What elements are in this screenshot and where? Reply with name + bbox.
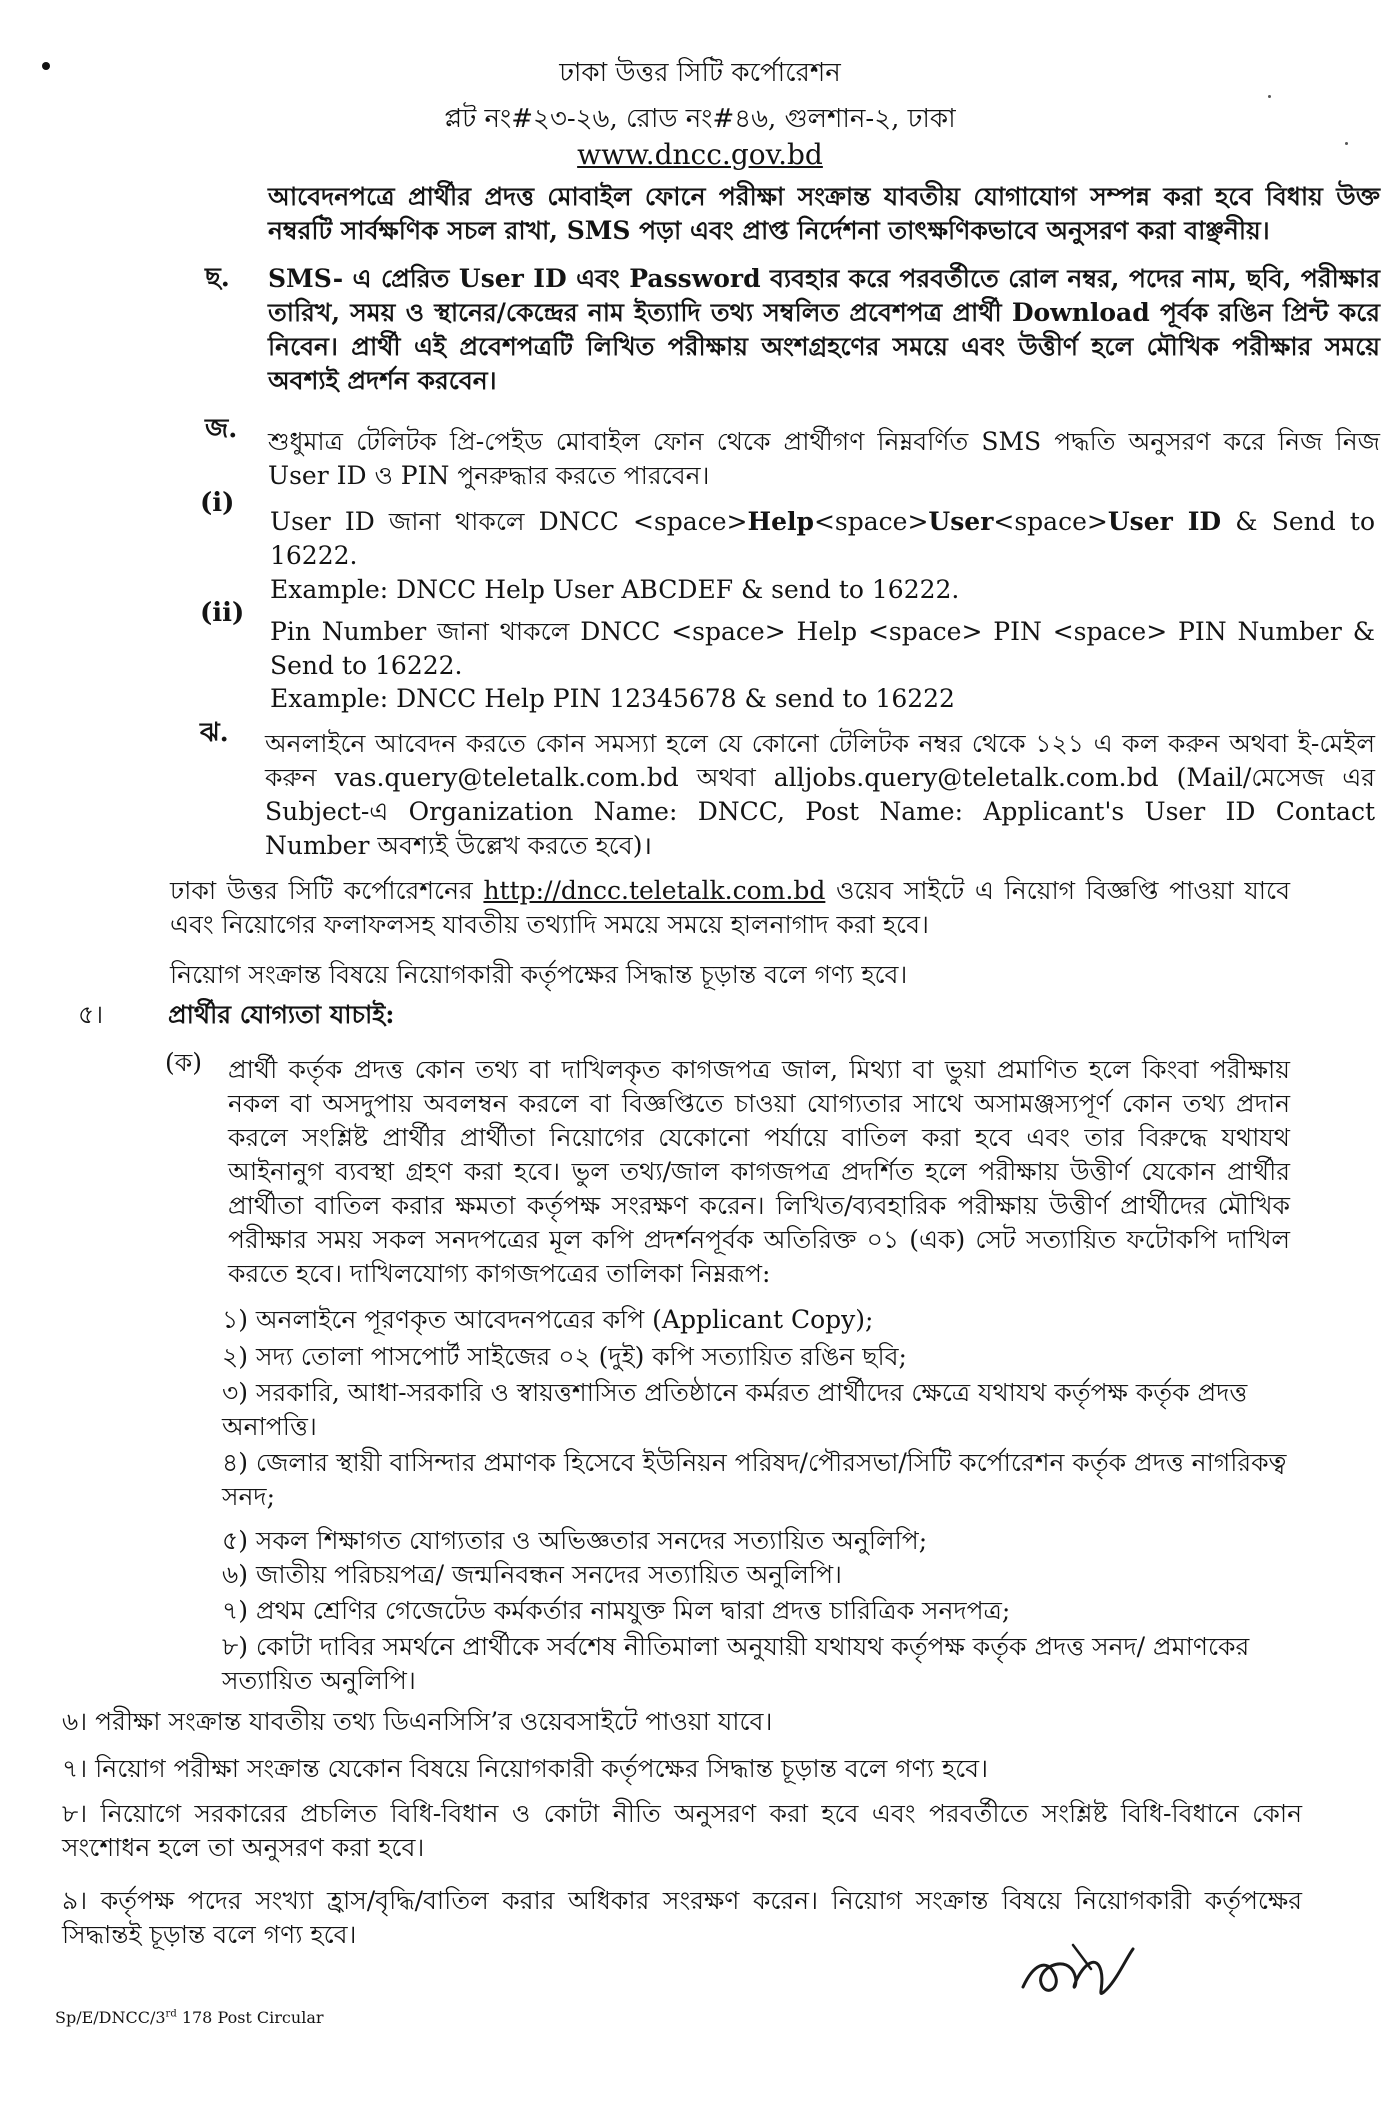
section-7: ৭। নিয়োগ পরীক্ষা সংক্রান্ত যেকোন বিষয়ে নিয়োগকারী কর্তৃপক্ষের সিদ্ধান্ত চূড়ান্ত বলে গণ্য হবে। xyxy=(62,1754,989,1783)
doc-item-5: ৫) সকল শিক্ষাগত যোগ্যতার ও অভিজ্ঞতার সনদের সত্যায়িত অনুলিপি; xyxy=(222,1526,928,1555)
intro-paragraph: আবেদনপত্রে প্রার্থীর প্রদত্ত মোবাইল ফোনে পরীক্ষা সংক্রান্ত যাবতীয় যোগাযোগ সম্পন্ন করা হবে বিধায় উক্ত নম্বরটি সার্বক্ষণিক সচল রাখা, SMS পড়া এবং প্রাপ্ত নির্দেশনা তাৎক্ষণিকভাবে অনুসরণ করা বাঞ্ছনীয়। xyxy=(268,182,1380,245)
sub-ii-marker: (ii) xyxy=(200,598,245,628)
doc-item-3: ৩) সরকারি, আধা-সরকারি ও স্বায়ত্তশাসিত প্রতিষ্ঠানে কর্মরত প্রার্থীদের ক্ষেত্রে যথাযথ কর্তৃপক্ষ কর্তৃক প্রদত্ত অনাপত্তি। xyxy=(222,1378,1248,1441)
decision-line: নিয়োগ সংক্রান্ত বিষয়ে নিয়োগকারী কর্তৃপক্ষের সিদ্ধান্ত চূড়ান্ত বলে গণ্য হবে। xyxy=(170,960,908,989)
website-link[interactable]: www.dncc.gov.bd xyxy=(577,138,823,171)
footer-reference: Sp/E/DNCC/3rd 178 Post Circular xyxy=(55,2008,324,2027)
item-jho-text: অনলাইনে আবেদন করতে কোন সমস্যা হলে যে কোনো টেলিটক নম্বর থেকে ১২১ এ কল করুন অথবা ই-মেইল করুন vas.query@teletalk.com.bd অথবা alljobs.query@teletalk.com.bd (Mail/মেসেজ এর Subject-এ Organization Name: DNCC, Post Name: Applicant's User ID Contact Number অবশ্যই উল্লেখ করতে হবে)। xyxy=(265,729,1375,860)
section-8: ৮। নিয়োগে সরকারের প্রচলিত বিধি-বিধান ও কোটা নীতি অনুসরণ করা হবে এবং পরবর্তীতে সংশ্লিষ্ট বিধি-বিধানে কোন সংশোধন হলে তা অনুসরণ করা হবে। xyxy=(62,1799,1302,1862)
doc-item-2: ২) সদ্য তোলা পাসপোর্ট সাইজের ০২ (দুই) কপি সত্যায়িত রঙিন ছবি; xyxy=(222,1342,907,1371)
sub-ii-example: Example: DNCC Help PIN 12345678 & send to 16222 xyxy=(270,684,955,713)
section5-ka-text: প্রার্থী কর্তৃক প্রদত্ত কোন তথ্য বা দাখিলকৃত কাগজপত্র জাল, মিথ্যা বা ভুয়া প্রমাণিত হলে কিংবা পরীক্ষায় নকল বা অসদুপায় অবলম্বন করলে বা বিজ্ঞপ্তিতে চাওয়া যোগ্যতার সাথে অসামঞ্জস্যপূর্ণ কোন তথ্য প্রদান করলে সংশ্লিষ্ট প্রার্থীর প্রার্থীতা নিয়োগের যেকোনো পর্যায়ে বাতিল করা হবে এবং তার বিরুদ্ধে যথাযথ আইনানুগ ব্যবস্থা গ্রহণ করা হবে। ভুল তথ্য/জাল কাগজপত্র প্রদর্শিত হলে পরীক্ষায় উত্তীর্ণ যেকোন প্রার্থীর প্রার্থীতা বাতিল করার ক্ষমতা কর্তৃপক্ষ সংরক্ষণ করেন। লিখিত/ব্যবহারিক পরীক্ষায় উত্তীর্ণ প্রার্থীদের মৌখিক পরীক্ষার সময় সকল সনদপত্রের মূল কপি প্রদর্শনপূর্বক অতিরিক্ত ০১ (এক) সেট সত্যায়িত ফটোকপি দাখিল করতে হবে। দাখিলযোগ্য কাগজপত্রের তালিকা নিম্নরূপ: xyxy=(228,1055,1290,1288)
doc-item-8: ৮) কোটা দাবির সমর্থনে প্রার্থীকে সর্বশেষ নীতিমালা অনুযায়ী যথাযথ কর্তৃপক্ষ কর্তৃক প্রদত্ত সনদ/ প্রমাণকের সত্যায়িত অনুলিপি। xyxy=(222,1632,1250,1695)
doc-item-1: ১) অনলাইনে পূরণকৃত আবেদনপত্রের কপি (Applicant Copy); xyxy=(222,1305,874,1334)
section-6: ৬। পরীক্ষা সংক্রান্ত যাবতীয় তথ্য ডিএনসিসি’র ওয়েবসাইটে পাওয়া যাবে। xyxy=(62,1707,773,1736)
item-jo-marker: জ. xyxy=(205,414,238,444)
item-jho-marker: ঝ. xyxy=(200,718,229,748)
item-jo-text: শুধুমাত্র টেলিটক প্রি-পেইড মোবাইল ফোন থেকে প্রার্থীগণ নিম্নবর্ণিত SMS পদ্ধতি অনুসরণ করে নিজ নিজ User ID ও PIN পুনরুদ্ধার করতে পারবেন। xyxy=(268,427,1380,490)
org-name: ঢাকা উত্তর সিটি কর্পোরেশন xyxy=(559,58,841,88)
sub-i-example: Example: DNCC Help User ABCDEF & send to 16222. xyxy=(270,575,960,604)
doc-item-4: ৪) জেলার স্থায়ী বাসিন্দার প্রমাণক হিসেবে ইউনিয়ন পরিষদ/পৌরসভা/সিটি কর্পোরেশন কর্তৃক প্রদত্ত নাগরিকত্ব সনদ; xyxy=(222,1448,1287,1511)
sub-i-text: User ID জানা থাকলে DNCC <space>Help<space>User<space>User ID & Send to 16222. xyxy=(270,507,1376,570)
teletalk-link[interactable]: http://dncc.teletalk.com.bd xyxy=(483,876,826,905)
item-chha-text: SMS- এ প্রেরিত User ID এবং Password ব্যবহার করে পরবর্তীতে রোল নম্বর, পদের নাম, ছবি, পরীক্ষার তারিখ, সময় ও স্থানের/কেন্দ্রের নাম ইত্যাদি তথ্য সম্বলিত প্রবেশপত্র প্রার্থী Download পূর্বক রঙিন প্রিন্ট করে নিবেন। প্রার্থী এই প্রবেশপত্রটি লিখিত পরীক্ষায় অংশগ্রহণের সময়ে এবং উত্তীর্ণ হলে মৌখিক পরীক্ষার সময়ে অবশ্যই প্রদর্শন করবেন। xyxy=(268,264,1380,395)
section-9: ৯। কর্তৃপক্ষ পদের সংখ্যা হ্রাস/বৃদ্ধি/বাতিল করার অধিকার সংরক্ষণ করেন। নিয়োগ সংক্রান্ত বিষয়ে নিয়োগকারী কর্তৃপক্ষের সিদ্ধান্তই চূড়ান্ত বলে গণ্য হবে। xyxy=(62,1886,1302,1949)
sub-ii-text: Pin Number জানা থাকলে DNCC <space> Help <space> PIN <space> PIN Number & Send to 16222. xyxy=(270,617,1375,680)
sub-i-marker: (i) xyxy=(200,488,235,518)
section5-title: প্রার্থীর যোগ্যতা যাচাই: xyxy=(168,1000,395,1029)
org-address: প্লট নং#২৩-২৬, রোড নং#৪৬, গুলশান-২, ঢাকা xyxy=(444,104,956,134)
section5-number: ৫। xyxy=(78,1000,104,1029)
doc-item-7: ৭) প্রথম শ্রেণির গেজেটেড কর্মকর্তার নামযুক্ত মিল দ্বারা প্রদত্ত চারিত্রিক সনদপত্র; xyxy=(222,1596,1011,1625)
section5-ka-marker: (ক) xyxy=(165,1048,202,1077)
doc-item-6: ৬) জাতীয় পরিচয়পত্র/ জন্মনিবন্ধন সনদের সত্যায়িত অনুলিপি। xyxy=(222,1560,842,1589)
signature xyxy=(1015,1935,1145,2015)
item-chha-marker: ছ. xyxy=(205,263,230,293)
notice-paragraph: ঢাকা উত্তর সিটি কর্পোরেশনের http://dncc.teletalk.com.bd ওয়েব সাইটে এ নিয়োগ বিজ্ঞপ্তি পাওয়া যাবে এবং নিয়োগের ফলাফলসহ যাবতীয় তথ্যাদি সময়ে সময়ে হালনাগাদ করা হবে। xyxy=(170,876,1290,939)
